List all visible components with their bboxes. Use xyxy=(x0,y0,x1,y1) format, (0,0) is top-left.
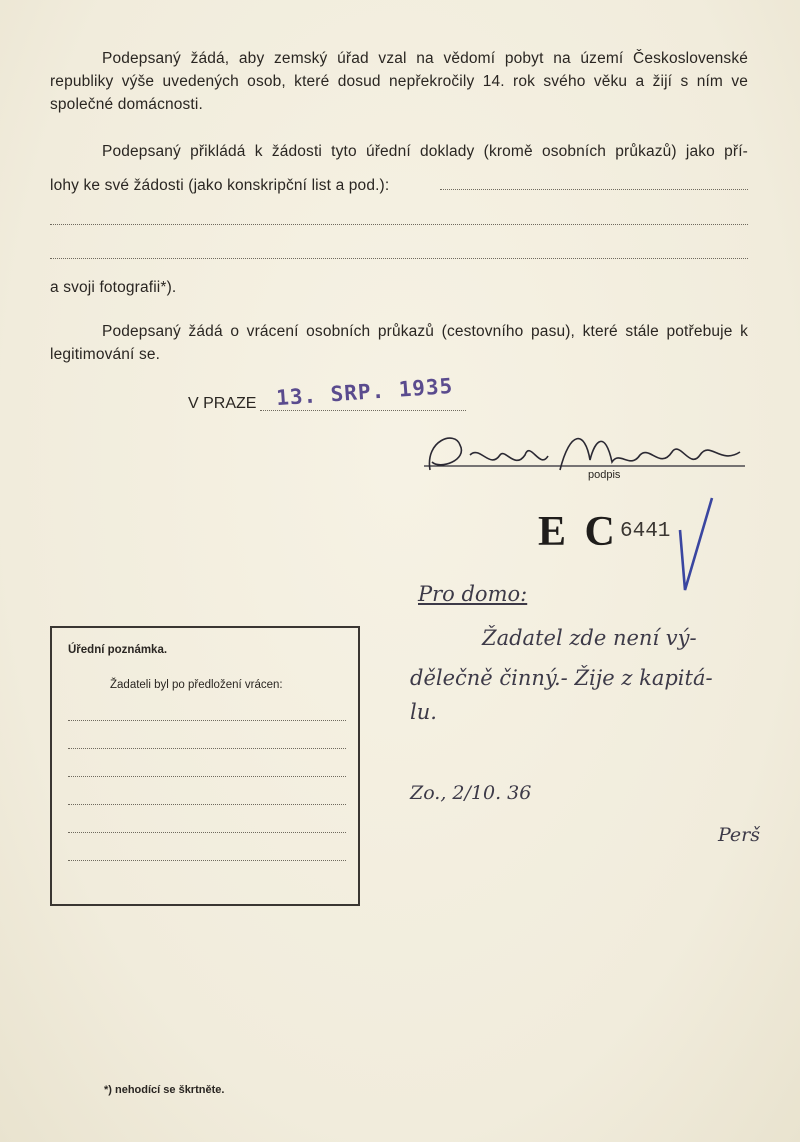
ec-stamp-letters: E C xyxy=(538,509,619,555)
paragraph-attachments-line1: Podepsaný přikládá k žádosti tyto úřední doklady (kromě osobních průkazů) jako pří- xyxy=(102,143,748,160)
paragraph-photograph: a svoji fotografii*). xyxy=(50,279,177,296)
paragraph-return-documents: Podepsaný žádá o vrácení osobních průkazů (cestovního pasu), které stále potřebuje k legitimování se. xyxy=(50,323,748,363)
handwritten-note-line: Žadatel zde není vý- xyxy=(482,626,697,650)
box-dotted-line xyxy=(68,776,346,777)
handwritten-note-date: Zo., 2/10. 36 xyxy=(410,782,532,804)
paragraph-residence-request: Podepsaný žádá, aby zemský úřad vzal na vědomí pobyt na území Československé republiky výše uvedených osob, které dosud nepřekročily 14. rok svého věku a žijí s ním ve společné domácnosti. xyxy=(50,50,748,113)
box-dotted-line xyxy=(68,804,346,805)
date-stamp: 13. SRP. 1935 xyxy=(275,373,454,411)
box-dotted-line xyxy=(68,748,346,749)
handwritten-note-heading: Pro domo: xyxy=(418,582,528,606)
paragraph-attachments-line2: lohy ke své žádosti (jako konskripční list a pod.): xyxy=(50,177,390,194)
handwritten-note-line: lu. xyxy=(410,700,437,724)
handwritten-initials: Perš xyxy=(718,824,761,846)
box-dotted-line xyxy=(68,860,346,861)
ec-stamp-number: 6441 xyxy=(620,520,671,543)
footnote: *) nehodící se škrtněte. xyxy=(104,1084,225,1096)
official-note-title: Úřední poznámka. xyxy=(68,644,168,656)
official-note-subtitle: Žadateli byl po předložení vrácen: xyxy=(110,679,283,691)
signature-label: podpis xyxy=(588,469,621,481)
handwritten-note-line: dělečně činný.- Žije z kapitá- xyxy=(410,666,713,690)
box-dotted-line xyxy=(68,832,346,833)
box-dotted-line xyxy=(68,720,346,721)
place-label: V PRAZE xyxy=(188,395,257,412)
official-note-box xyxy=(50,626,360,906)
